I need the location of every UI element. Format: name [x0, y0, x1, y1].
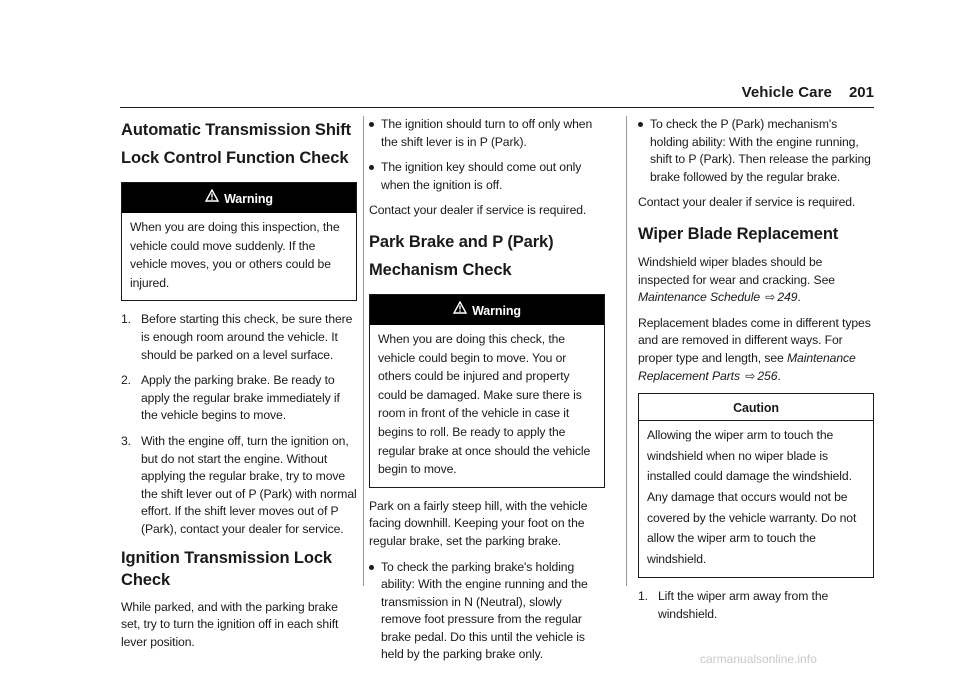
warning-triangle-icon — [205, 182, 219, 214]
column-3 — [638, 116, 874, 631]
warning-triangle-icon — [453, 294, 467, 326]
caution-text: Allowing the wiper arm to touch the windshield when no wiper blade is installed could damage the windshield. Any damage that occurs would not be covered by the vehicle warranty. Do not allow the wiper arm to touch the windshield. — [647, 428, 857, 566]
steps-list — [638, 588, 874, 623]
column-divider — [363, 116, 364, 586]
paragraph: Replacement blades come in different types and are removed in different ways. For proper type and length, see Maintenance Replacement Parts ⇨ 256. — [638, 315, 874, 385]
bullet-text: The ignition should turn to off only when the shift lever is in P (Park). — [381, 117, 593, 149]
section-title: Ignition Transmission Lock Check — [121, 548, 333, 589]
paragraph: Windshield wiper blades should be inspected for wear and cracking. See Maintenance Schedule ⇨ 249. — [638, 254, 874, 307]
section-title: Automatic Transmission Shift Lock Control Function Check — [121, 121, 352, 167]
section-title: Wiper Blade Replacement — [638, 224, 839, 243]
step-number: 3. — [121, 433, 131, 448]
warning-box — [121, 182, 357, 301]
list-item — [121, 372, 357, 425]
bullet-text: To check the parking brake's holding ability: With the engine running and the transmission in N (Neutral), slowly remove foot pressure from the regular brake pedal. Do this until the vehicle is held by the parking brake only. — [381, 559, 588, 662]
list-item — [121, 433, 357, 539]
bullet-icon — [369, 565, 374, 570]
cross-reference-link[interactable]: Maintenance Replacement Parts — [638, 350, 856, 383]
bullet-list — [369, 559, 605, 665]
warning-header — [122, 183, 356, 213]
step-number: 1. — [121, 312, 131, 327]
warning-text: When you are doing this inspection, the vehicle could move suddenly. If the vehicle moves, you or others could be injured. — [130, 220, 340, 290]
bullet-text: The ignition key should come out only when the ignition is off. — [381, 160, 582, 192]
paragraph-text: Replacement blades come in different types and are removed in different ways. For proper type and length, see — [638, 315, 871, 365]
bullet-icon — [638, 122, 643, 127]
page-header — [0, 0, 960, 110]
bullet-icon — [369, 165, 374, 170]
step-text: Before starting this check, be sure there is enough room around the vehicle. It should be parked on a level surface. — [141, 312, 353, 362]
page-ref-number[interactable]: 249 — [777, 290, 798, 305]
paragraph: While parked, and with the parking brake set, try to turn the ignition off in each shift lever position. — [121, 599, 339, 649]
caution-box — [638, 393, 874, 578]
paragraph-text: Windshield wiper blades should be inspected for wear and cracking. See — [638, 254, 835, 287]
watermark: carmanualsonline.info — [700, 652, 817, 666]
step-text: Lift the wiper arm away from the windshield. — [658, 589, 829, 621]
column-2 — [369, 116, 605, 672]
warning-box — [369, 294, 605, 488]
section-name: Vehicle Care — [741, 84, 832, 101]
steps-list — [121, 311, 357, 538]
header-rule — [120, 107, 874, 108]
list-item — [369, 559, 605, 665]
step-text: With the engine off, turn the ignition on, but do not start the engine. Without applying the regular brake, try to move the shift lever out of P (Park) with normal effort. If the shift lever moves out of P (Park), contact your dealer for service. — [141, 433, 357, 536]
column-1 — [121, 116, 357, 659]
list-item — [638, 116, 874, 186]
step-number: 1. — [638, 589, 648, 604]
list-item — [369, 116, 605, 151]
bullet-list — [369, 116, 605, 194]
list-item — [121, 311, 357, 364]
cross-reference-link[interactable]: Maintenance Schedule — [638, 290, 760, 305]
caution-label: Caution — [639, 394, 873, 421]
section-title: Park Brake and P (Park) Mechanism Check — [369, 232, 554, 279]
list-item — [369, 159, 605, 194]
warning-label: Warning — [472, 303, 521, 318]
paragraph: Park on a fairly steep hill, with the vehicle facing downhill. Keeping your foot on the regular brake, set the parking brake. — [369, 498, 588, 548]
warning-text: When you are doing this check, the vehicle could begin to move. You or others could be injured and property could be damaged. Make sure there is room in front of the vehicle in case it begins to roll. Be ready to apply the regular brake at once should the vehicle begin to move. — [378, 331, 591, 477]
page-ref-number[interactable]: 256 — [757, 368, 778, 383]
column-divider — [626, 116, 627, 586]
bullet-icon — [369, 122, 374, 127]
list-item — [638, 588, 874, 623]
bullet-list — [638, 116, 874, 186]
page-number: 201 — [848, 84, 874, 101]
page-ref-arrow-icon: ⇨ — [745, 368, 756, 383]
paragraph: Contact your dealer if service is required. — [369, 203, 587, 218]
step-text: Apply the parking brake. Be ready to apply the regular brake immediately if the vehicle begins to move. — [141, 373, 340, 423]
step-number: 2. — [121, 373, 131, 388]
bullet-text: To check the P (Park) mechanism's holding ability: With the engine running, shift to P (Park). Then release the parking brake followed by the regular brake. — [650, 117, 871, 184]
warning-header — [370, 295, 604, 325]
page-ref-arrow-icon: ⇨ — [765, 290, 776, 305]
warning-label: Warning — [224, 192, 273, 206]
paragraph: Contact your dealer if service is required. — [638, 195, 856, 210]
